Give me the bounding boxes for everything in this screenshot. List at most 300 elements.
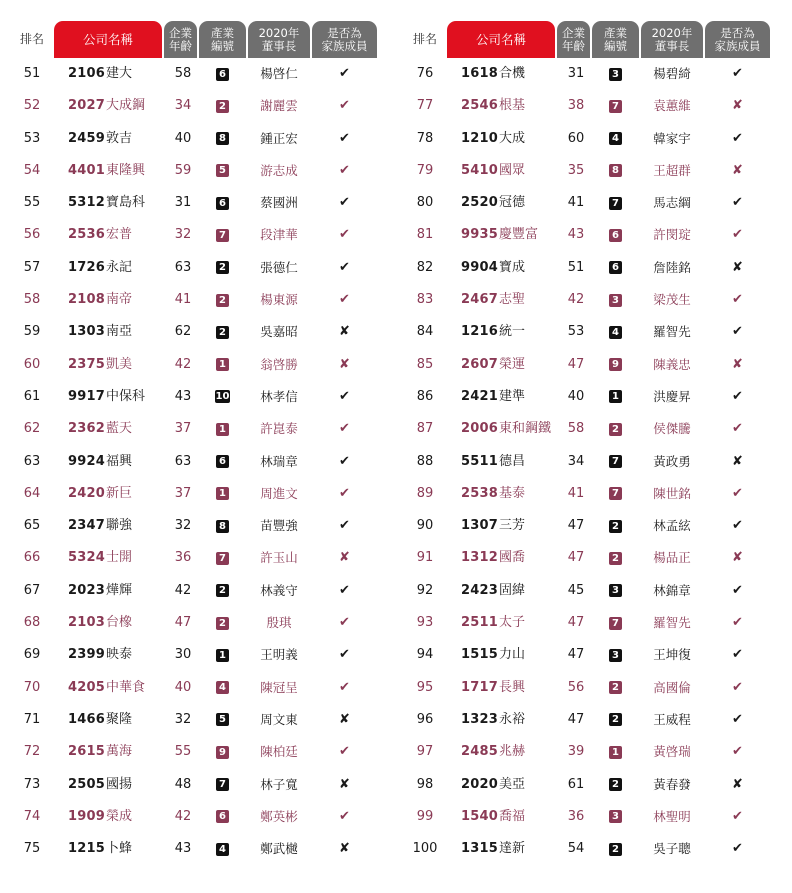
industry-cell [592,769,639,801]
industry-cell [199,607,246,639]
company-age-cell: 60 [567,130,585,146]
company-name-cell: 敦吉 [106,130,133,146]
rank-cell: 75 [23,841,41,857]
company-name-cell: 國眾 [499,162,526,178]
chairman-cell: 袁蕙維 [653,98,691,114]
industry-cell [199,58,246,90]
chairman-cell: 蔡國洲 [260,195,298,211]
company-age-cell: 58 [567,421,585,437]
company-name-cell: 聯強 [106,518,133,534]
industry-cell [592,736,639,768]
stock-code-cell: 1909 [68,808,105,824]
company-name-cell: 榮運 [499,356,526,372]
chairman-cell: 韓家宇 [653,130,691,146]
chairman-cell: 林錦章 [653,582,691,598]
company-age-cell: 43 [174,388,192,404]
industry-cell [199,349,246,381]
company-age-cell: 35 [567,162,585,178]
chairman-cell: 鄭英彬 [260,808,298,824]
industry-cell [199,252,246,284]
industry-cell [199,736,246,768]
industry-cell [199,381,246,413]
industry-cell [592,446,639,478]
industry-code-badge: 1 [216,487,229,500]
rank-cell: 99 [416,808,434,824]
family-member-mark: ✔ [339,292,350,308]
company-age-cell: 34 [174,98,192,114]
header-chairman-line2: 董事長 [261,38,297,53]
company-age-cell: 63 [174,453,192,469]
industry-code-badge: 7 [216,229,229,242]
header-family-line2: 家族成員 [321,38,368,53]
company-age-cell: 47 [567,356,585,372]
family-member-mark: ✘ [339,841,350,857]
industry-code-badge: 2 [609,843,622,856]
industry-cell [592,704,639,736]
company-age-cell: 37 [174,485,192,501]
family-member-mark: ✘ [339,711,350,727]
company-age-cell: 53 [567,324,585,340]
chairman-cell: 周進文 [260,485,298,501]
rank-cell: 58 [23,292,41,308]
rank-cell: 54 [23,162,41,178]
company-age-cell: 32 [174,518,192,534]
family-member-mark: ✔ [732,485,743,501]
chairman-cell: 鍾正宏 [260,130,298,146]
industry-cell [199,187,246,219]
chairman-cell: 王威程 [653,711,691,727]
company-name-cell: 大成鋼 [106,98,146,114]
chairman-cell: 洪慶昇 [653,388,691,404]
industry-cell [199,672,246,704]
header-age [164,21,197,58]
rank-cell: 66 [23,550,41,566]
industry-code-badge: 6 [609,261,622,274]
family-member-mark: ✔ [339,744,350,760]
header-family-line2: 家族成員 [714,38,761,53]
industry-cell [199,510,246,542]
stock-code-cell: 9924 [68,453,105,469]
rank-cell: 61 [23,388,41,404]
industry-code-badge: 9 [609,358,622,371]
stock-code-cell: 1307 [461,518,498,534]
company-name-cell: 力山 [499,647,526,663]
stock-code-cell: 2020 [461,776,498,792]
company-age-cell: 34 [567,453,585,469]
industry-cell [199,575,246,607]
chairman-cell: 侯傑騰 [653,421,691,437]
chairman-cell: 楊啓仁 [260,66,298,81]
rank-cell: 89 [416,485,434,501]
family-member-mark: ✔ [339,421,350,437]
stock-code-cell: 4401 [68,162,105,178]
rank-cell: 77 [416,98,434,114]
company-name-cell: 兆赫 [499,744,526,760]
industry-code-badge: 9 [216,746,229,759]
family-member-mark: ✔ [732,195,743,211]
rank-cell: 74 [23,808,41,824]
stock-code-cell: 5511 [461,453,498,469]
header-industry-line2: 編號 [604,38,627,53]
company-age-cell: 54 [567,841,585,857]
industry-code-badge: 5 [216,713,229,726]
header-family [705,21,770,58]
industry-code-badge: 1 [216,358,229,371]
header-chairman [248,21,310,58]
industry-code-badge: 1 [216,649,229,662]
header-chairman-line1: 2020年 [258,25,300,40]
chairman-cell: 殷琪 [266,615,292,631]
family-member-mark: ✘ [732,550,743,566]
company-age-cell: 56 [567,679,585,695]
header-industry-line1: 產業 [211,25,234,40]
company-name-cell: 永記 [106,259,133,275]
chairman-cell: 楊東源 [260,292,298,308]
stock-code-cell: 1540 [461,808,498,824]
company-name-cell: 聚隆 [106,711,133,727]
chairman-cell: 許閔琔 [653,227,691,243]
industry-code-badge: 7 [609,455,622,468]
chairman-cell: 許崑泰 [260,421,298,437]
industry-code-badge: 2 [216,584,229,597]
company-name-cell: 東隆興 [106,162,146,178]
rank-cell: 57 [23,259,41,275]
header-company [54,21,162,58]
chairman-cell: 陳冠呈 [260,679,298,695]
rank-cell: 82 [416,259,434,275]
company-name-cell: 藍天 [106,421,133,437]
industry-cell [592,187,639,219]
chairman-cell: 林義守 [260,582,298,598]
chairman-cell: 馬志綱 [653,195,691,211]
company-age-cell: 39 [567,744,585,760]
industry-cell [592,833,639,865]
rank-cell: 95 [416,679,434,695]
industry-cell [592,58,639,90]
industry-code-badge: 2 [609,552,622,565]
industry-code-badge: 1 [216,423,229,436]
header-company-label: 公司名稱 [475,32,526,47]
company-name-cell: 南亞 [106,324,133,340]
company-name-cell: 卜蜂 [106,841,133,857]
rank-cell: 65 [23,518,41,534]
company-name-cell: 根基 [499,98,526,114]
company-age-cell: 42 [567,292,585,308]
industry-cell [199,478,246,510]
company-age-cell: 31 [567,66,585,81]
industry-code-badge: 2 [609,423,622,436]
industry-code-badge: 4 [216,681,229,694]
industry-code-badge: 7 [216,778,229,791]
rank-cell: 68 [23,615,41,631]
industry-cell [592,413,639,445]
industry-code-badge: 3 [609,810,622,823]
company-name-cell: 燁輝 [106,582,133,598]
stock-code-cell: 2423 [461,582,498,598]
rank-cell: 53 [23,130,41,146]
industry-code-badge: 2 [216,294,229,307]
rank-cell: 86 [416,388,434,404]
company-name-cell: 統一 [499,324,526,340]
company-name-cell: 福興 [106,453,133,469]
company-name-cell: 國揚 [106,776,133,792]
family-member-mark: ✔ [732,227,743,243]
rank-cell: 55 [23,195,41,211]
industry-cell [199,284,246,316]
header-company-label: 公司名稱 [82,32,133,47]
stock-code-cell: 1717 [461,679,498,695]
rank-cell: 63 [23,453,41,469]
industry-code-badge: 3 [609,294,622,307]
stock-code-cell: 9917 [68,388,105,404]
industry-cell [199,90,246,122]
company-name-cell: 建大 [106,66,133,81]
stock-code-cell: 2103 [68,615,105,631]
industry-code-badge: 2 [609,778,622,791]
industry-code-badge: 6 [216,810,229,823]
company-age-cell: 40 [567,388,585,404]
header-rank-label: 排名 [412,32,437,46]
industry-code-badge: 5 [216,164,229,177]
header-company [447,21,555,58]
company-name-cell: 美亞 [499,776,526,792]
stock-code-cell: 2538 [461,485,498,501]
rank-cell: 92 [416,582,434,598]
company-age-cell: 36 [567,808,585,824]
company-age-cell: 63 [174,259,192,275]
family-member-mark: ✔ [732,66,743,81]
company-name-cell: 三芳 [499,518,526,534]
company-age-cell: 43 [174,841,192,857]
stock-code-cell: 2505 [68,776,105,792]
industry-cell [592,510,639,542]
family-member-mark: ✔ [339,453,350,469]
rank-cell: 100 [412,841,438,857]
industry-cell [199,639,246,671]
company-age-cell: 42 [174,356,192,372]
industry-code-badge: 7 [216,552,229,565]
family-member-mark: ✔ [732,518,743,534]
stock-code-cell: 2375 [68,356,105,372]
industry-cell [592,316,639,348]
company-age-cell: 42 [174,808,192,824]
chairman-cell: 游志成 [260,162,298,178]
rank-cell: 91 [416,550,434,566]
industry-code-badge: 8 [609,164,622,177]
chairman-cell: 陳世銘 [653,485,691,501]
company-age-cell: 42 [174,582,192,598]
family-member-mark: ✔ [732,615,743,631]
chairman-cell: 林瑞章 [260,453,298,469]
company-name-cell: 東和鋼鐵 [499,421,552,437]
industry-code-badge: 3 [609,68,622,81]
company-name-cell: 志聖 [499,292,526,308]
stock-code-cell: 2421 [461,388,498,404]
company-age-cell: 48 [174,776,192,792]
family-member-mark: ✔ [732,679,743,695]
stock-code-cell: 2607 [461,356,498,372]
header-family [312,21,377,58]
stock-code-cell: 1618 [461,66,498,81]
industry-cell [592,607,639,639]
company-name-cell: 永裕 [499,711,526,727]
industry-cell [199,769,246,801]
industry-code-badge: 2 [216,326,229,339]
stock-code-cell: 9904 [461,259,498,275]
rank-cell: 64 [23,485,41,501]
chairman-cell: 陳柏廷 [260,744,298,760]
family-member-mark: ✔ [339,518,350,534]
stock-code-cell: 2027 [68,98,105,114]
chairman-cell: 林孟絃 [653,518,691,534]
industry-code-badge: 1 [609,390,622,403]
company-name-cell: 南帝 [106,292,133,308]
industry-cell [199,219,246,251]
company-age-cell: 47 [567,518,585,534]
industry-cell [592,542,639,574]
industry-code-badge: 2 [216,261,229,274]
family-member-mark: ✔ [732,647,743,663]
stock-code-cell: 1515 [461,647,498,663]
company-name-cell: 國喬 [499,550,526,566]
rank-cell: 98 [416,776,434,792]
header-industry [199,21,246,58]
family-member-mark: ✘ [732,356,743,372]
industry-cell [592,575,639,607]
rank-cell: 85 [416,356,434,372]
company-age-cell: 47 [174,615,192,631]
industry-cell [199,801,246,833]
family-member-mark: ✔ [339,98,350,114]
industry-code-badge: 2 [609,520,622,533]
company-name-cell: 慶豐富 [499,227,539,243]
stock-code-cell: 2106 [68,66,105,81]
stock-code-cell: 1215 [68,841,105,857]
stock-code-cell: 2399 [68,647,105,663]
industry-code-badge: 10 [215,391,230,403]
chairman-cell: 羅智先 [653,324,691,340]
chairman-cell: 高國倫 [653,679,691,695]
chairman-cell: 黃春發 [653,776,691,792]
company-name-cell: 德昌 [499,453,526,469]
industry-cell [592,155,639,187]
stock-code-cell: 1726 [68,259,105,275]
chairman-cell: 林孝信 [260,388,298,404]
company-age-cell: 47 [567,615,585,631]
industry-cell [199,316,246,348]
company-name-cell: 冠德 [499,195,526,211]
rank-cell: 81 [416,227,434,243]
rank-cell: 60 [23,356,41,372]
company-age-cell: 38 [567,98,585,114]
stock-code-cell: 2485 [461,744,498,760]
family-member-mark: ✔ [339,615,350,631]
industry-cell [592,381,639,413]
industry-cell [199,704,246,736]
company-age-cell: 59 [174,162,192,178]
chairman-cell: 段津華 [260,227,298,243]
industry-cell [592,801,639,833]
industry-code-badge: 7 [609,100,622,113]
family-member-mark: ✔ [339,130,350,146]
industry-code-badge: 8 [216,520,229,533]
chairman-cell: 詹陸銘 [653,259,691,275]
stock-code-cell: 1303 [68,324,105,340]
family-member-mark: ✘ [732,776,743,792]
chairman-cell: 苗豐強 [260,518,298,534]
family-member-mark: ✘ [732,453,743,469]
family-member-mark: ✘ [732,259,743,275]
company-name-cell: 新巨 [106,485,133,501]
family-member-mark: ✔ [339,808,350,824]
company-name-cell: 寶島科 [106,195,146,211]
company-name-cell: 中保科 [106,388,146,404]
family-member-mark: ✔ [732,388,743,404]
company-name-cell: 宏普 [106,227,133,243]
chairman-cell: 謝麗雲 [260,98,298,114]
company-age-cell: 40 [174,679,192,695]
family-member-mark: ✔ [339,388,350,404]
header-family-line1: 是否為 [720,25,755,40]
chairman-cell: 吳嘉昭 [260,324,298,340]
stock-code-cell: 2023 [68,582,105,598]
chairman-cell: 陳義忠 [653,356,691,372]
industry-cell [592,349,639,381]
industry-code-badge: 6 [216,197,229,210]
industry-cell [199,413,246,445]
company-name-cell: 映泰 [106,647,133,663]
industry-code-badge: 8 [216,132,229,145]
industry-code-badge: 6 [216,68,229,81]
chairman-cell: 楊品正 [653,550,691,566]
rank-cell: 80 [416,195,434,211]
stock-code-cell: 1323 [461,711,498,727]
company-age-cell: 62 [174,324,192,340]
company-age-cell: 41 [567,195,585,211]
stock-code-cell: 1466 [68,711,105,727]
industry-code-badge: 4 [216,843,229,856]
family-member-mark: ✘ [339,356,350,372]
rank-cell: 72 [23,744,41,760]
rank-cell: 94 [416,647,434,663]
industry-code-badge: 2 [216,617,229,630]
family-member-mark: ✘ [339,324,350,340]
stock-code-cell: 1312 [461,550,498,566]
industry-cell [592,252,639,284]
rank-cell: 76 [416,66,434,81]
stock-code-cell: 2520 [461,195,498,211]
family-member-mark: ✘ [339,550,350,566]
industry-cell [592,478,639,510]
family-member-mark: ✔ [732,582,743,598]
company-age-cell: 45 [567,582,585,598]
stock-code-cell: 5312 [68,195,105,211]
stock-code-cell: 2467 [461,292,498,308]
header-industry-line1: 產業 [604,25,627,40]
family-member-mark: ✔ [339,485,350,501]
rank-cell: 87 [416,421,434,437]
family-member-mark: ✔ [339,582,350,598]
chairman-cell: 鄭武樾 [260,841,298,857]
rank-cell: 73 [23,776,41,792]
family-member-mark: ✔ [732,324,743,340]
chairman-cell: 羅智先 [653,615,691,631]
family-member-mark: ✘ [339,776,350,792]
stock-code-cell: 2615 [68,744,105,760]
family-member-mark: ✔ [339,227,350,243]
company-name-cell: 達新 [499,841,526,857]
rank-cell: 51 [23,66,41,81]
